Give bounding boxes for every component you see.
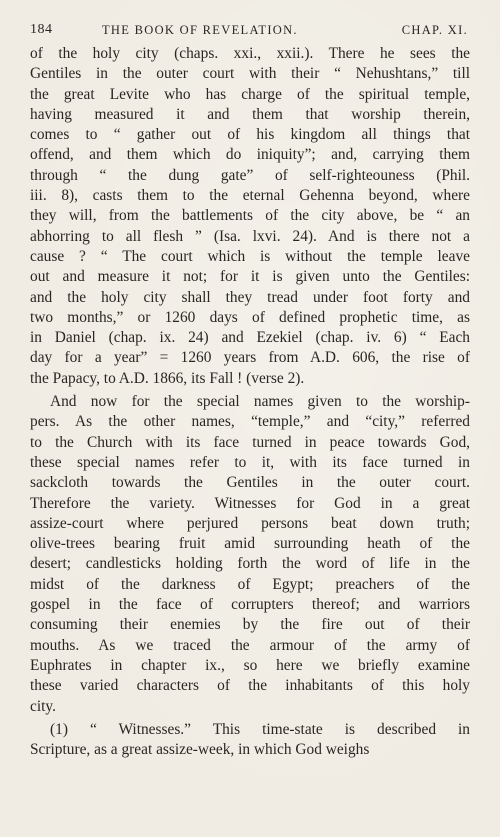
paragraph [30, 720, 470, 761]
text-line: they will, from the battlements of the city above, be “ an [30, 207, 470, 225]
text-line: (1) “ Witnesses.” This time-state is described in [50, 720, 470, 738]
running-title: THE BOOK OF REVELATION. [102, 23, 298, 37]
page-header [30, 22, 470, 40]
text-line: Gentiles in the outer court with their “ Nehushtans,” till [30, 65, 470, 83]
text-line: out and measure it not; for it is given unto the Gentiles: [30, 268, 470, 286]
text-line: city. [30, 697, 56, 715]
text-line: pers. As the other names, “temple,” and “city,” referred [30, 413, 470, 431]
body-text [30, 44, 470, 760]
text-line: consuming their enemies by the fire out of their [30, 616, 470, 634]
paragraph [30, 44, 470, 389]
text-line: two months,” or 1260 days of defined prophetic time, as [30, 308, 470, 326]
text-line: Scripture, as a great assize-week, in which God weighs [30, 741, 370, 759]
text-line: cause ? “ The court which is without the temple leave [30, 247, 470, 265]
text-line: in Daniel (chap. ix. 24) and Ezekiel (chap. iv. 6) “ Each [30, 329, 470, 347]
text-line: mouths. As we traced the armour of the army of [30, 636, 470, 654]
text-line: Therefore the variety. Witnesses for God in a great [30, 494, 470, 512]
text-line: sackcloth towards the Gentiles in the outer court. [30, 474, 470, 492]
text-line: iii. 8), casts them to the eternal Gehenna beyond, where [30, 187, 470, 205]
text-line: offend, and them which do iniquity”; and, carrying them [30, 146, 470, 164]
paragraph [30, 392, 470, 717]
text-line: to the Church with its face turned in peace towards God, [30, 433, 470, 451]
text-line: Euphrates in chapter ix., so here we briefly examine [30, 656, 470, 674]
text-line: assize-court where perjured persons beat down truth; [30, 514, 470, 532]
text-line: through “ the dung gate” of self-righteouness (Phil. [30, 166, 470, 184]
text-line: olive-trees bearing fruit amid surrounding heath of the [30, 535, 470, 553]
text-line: gospel in the face of corrupters thereof; and warriors [30, 596, 470, 614]
text-line: day for a year” = 1260 years from A.D. 606, the rise of [30, 349, 470, 367]
text-line: midst of the darkness of Egypt; preachers of the [30, 575, 470, 593]
chapter-label: CHAP. XI. [401, 23, 468, 37]
text-line: And now for the special names given to the worship- [50, 393, 470, 411]
text-line: having measured it and them that worship therein, [30, 105, 470, 123]
text-line: and the holy city shall they tread under foot forty and [30, 288, 470, 306]
text-line: these varied characters of the inhabitants of this holy [30, 677, 470, 695]
text-line: these special names refer to it, with its face turned in [30, 453, 470, 471]
page-number: 184 [30, 22, 53, 37]
text-line: desert; candlesticks holding forth the word of life in the [30, 555, 470, 573]
text-line: the great Levite who has charge of the spiritual temple, [30, 85, 470, 103]
text-line: comes to “ gather out of his kingdom all things that [30, 126, 470, 144]
text-line: abhorring to all flesh ” (Isa. lxvi. 24). And is there not a [30, 227, 470, 245]
text-line: of the holy city (chaps. xxi., xxii.). There he sees the [30, 45, 470, 62]
text-line: the Papacy, to A.D. 1866, its Fall ! (verse 2). [30, 369, 305, 387]
